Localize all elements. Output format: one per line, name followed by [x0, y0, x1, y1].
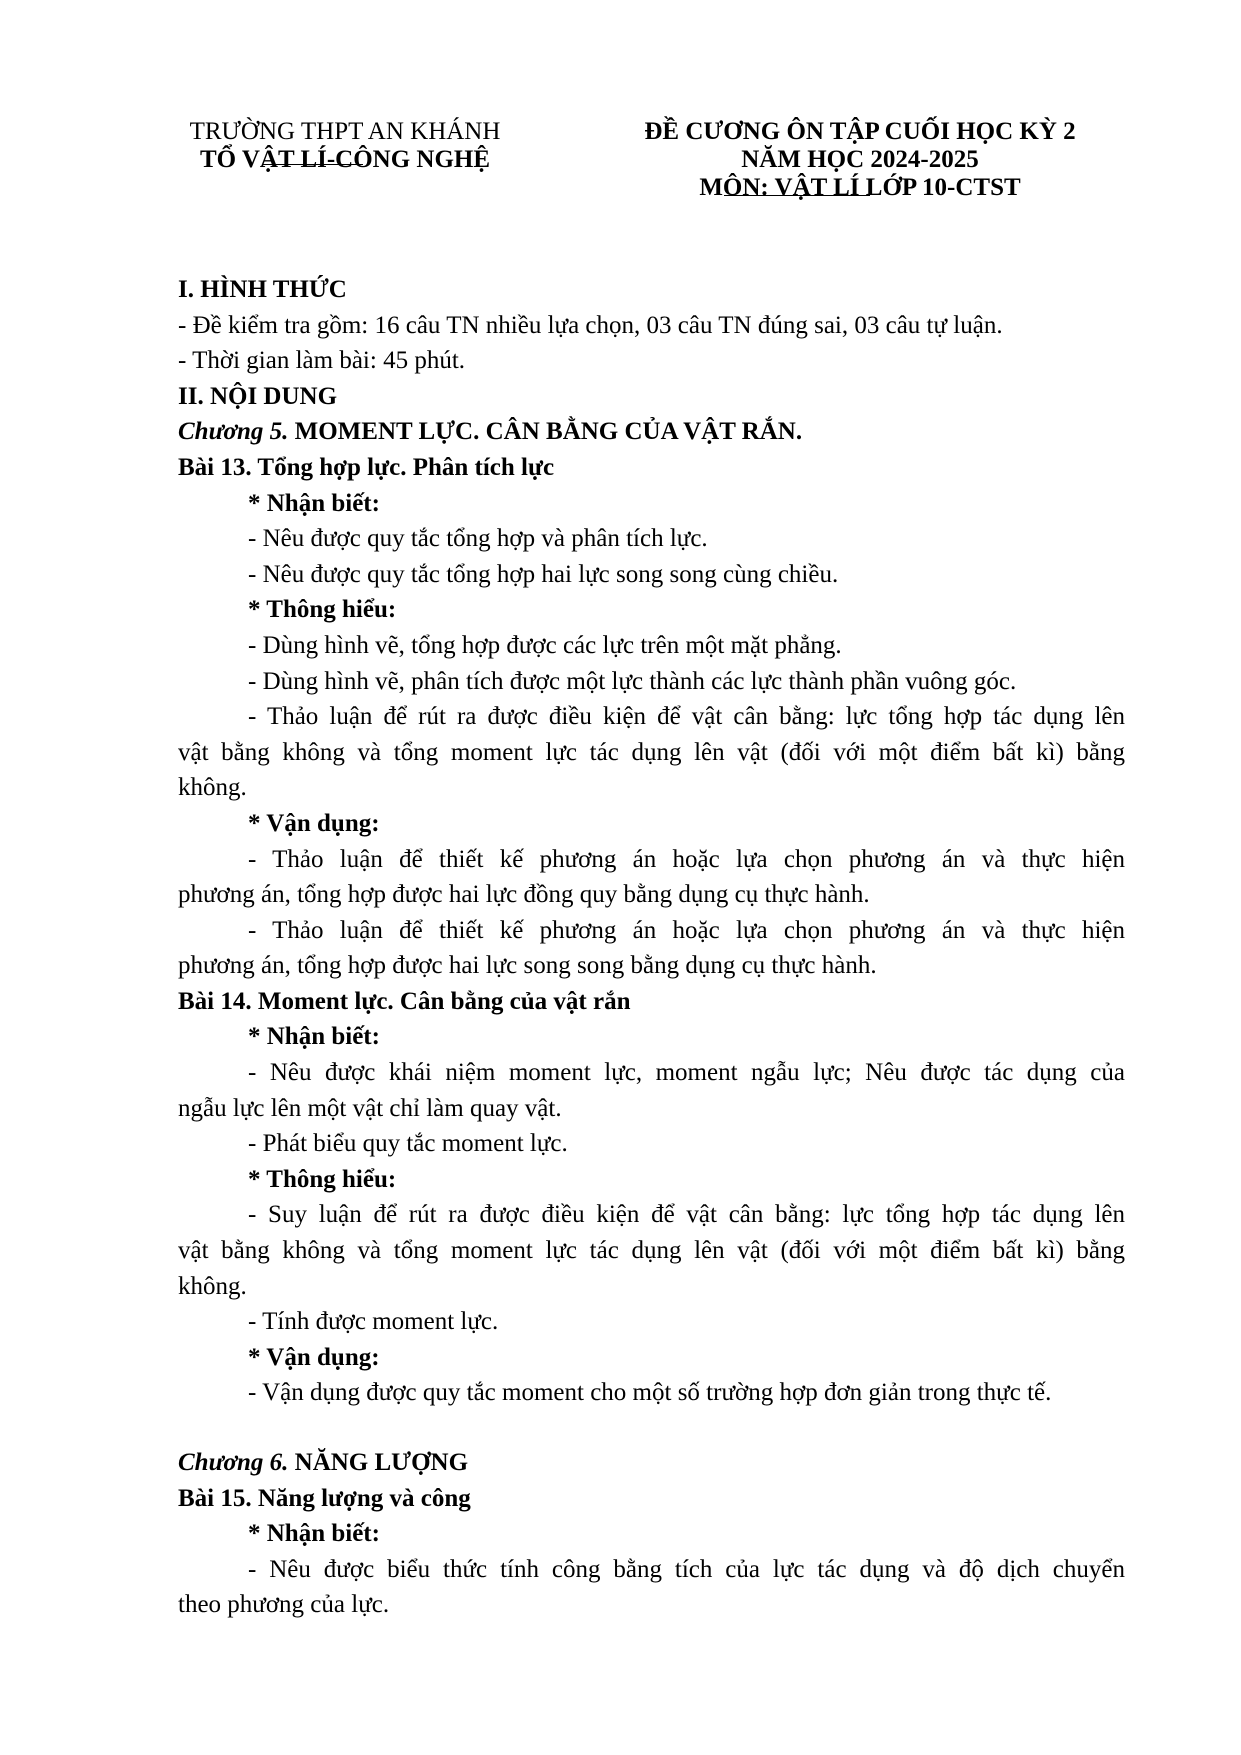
lesson-13-recognition-heading: * Nhận biết: [248, 489, 380, 517]
spacer [178, 1411, 1125, 1445]
lesson-13-understanding-item-cont: vật bằng không và tổng moment lực tác dụng lên vật (đối với một điểm bất kì) bằng [178, 738, 1125, 766]
lesson-14-recognition-item-cont: ngẫu lực lên một vật chỉ làm quay vật. [178, 1094, 562, 1122]
lesson-14-understanding-item: - Tính được moment lực. [248, 1308, 499, 1336]
lesson-14-recognition-item: - Nêu được khái niệm moment lực, moment ngẫu lực; Nêu được tác dụng của [248, 1059, 1125, 1087]
lesson-14-understanding-item-cont: vật bằng không và tổng moment lực tác dụng lên vật (đối với một điểm bất kì) bằng [178, 1237, 1125, 1265]
chapter-5-label: Chương 5. [178, 418, 289, 446]
lesson-13-application-heading: * Vận dụng: [248, 809, 380, 837]
lesson-14-recognition-heading: * Nhận biết: [248, 1023, 380, 1051]
chapter-6-label: Chương 6. [178, 1449, 289, 1476]
lesson-15-recognition-item-cont: theo phương của lực. [178, 1591, 390, 1619]
chapter-5-heading [178, 414, 1125, 450]
department-name: TỔ VẬT LÍ-CÔNG NGHỆ [199, 146, 491, 173]
format-item-time: - Thời gian làm bài: 45 phút. [178, 347, 466, 375]
section-title-content: II. NỘI DUNG [178, 382, 338, 410]
lesson-14-understanding-item-cont: không. [178, 1272, 247, 1300]
lesson-13-understanding-item: - Thảo luận để rút ra được điều kiện để vật cân bằng: lực tổng hợp tác dụng lên [248, 703, 1125, 731]
lesson-14-understanding-item: - Suy luận để rút ra được điều kiện để vật cân bằng: lực tổng hợp tác dụng lên [248, 1201, 1125, 1229]
lesson-15-recognition-item: - Nêu được biểu thức tính công bằng tích của lực tác dụng và độ dịch chuyển [248, 1555, 1125, 1583]
school-name: TRƯỜNG THPT AN KHÁNH [189, 118, 501, 145]
lesson-13-application-item-cont: phương án, tổng hợp được hai lực đồng quy bằng dụng cụ thực hành. [178, 881, 870, 909]
lesson-14-title: Bài 14. Moment lực. Cân bằng của vật rắn [178, 987, 631, 1015]
lesson-14-application-item: - Vận dụng được quy tắc moment cho một số trường hợp đơn giản trong thực tế. [248, 1379, 1052, 1407]
document-title: ĐỀ CƯƠNG ÔN TẬP CUỐI HỌC KỲ 2 [644, 118, 1076, 145]
lesson-14-application-heading: * Vận dụng: [248, 1343, 380, 1371]
subject-line: MÔN: VẬT LÍ LỚP 10-CTST [699, 174, 1021, 201]
lesson-14-understanding-heading: * Thông hiểu: [248, 1165, 397, 1193]
lesson-15-title: Bài 15. Năng lượng và công [178, 1484, 471, 1512]
chapter-6-heading [178, 1445, 1125, 1481]
subject-underline [724, 195, 870, 196]
lesson-13-application-item-cont: phương án, tổng hợp được hai lực song song bằng dụng cụ thực hành. [178, 952, 877, 980]
lesson-13-recognition-item: - Nêu được quy tắc tổng hợp hai lực song song cùng chiều. [248, 560, 839, 588]
format-item-questions: - Đề kiểm tra gồm: 16 câu TN nhiều lựa chọn, 03 câu TN đúng sai, 03 câu tự luận. [178, 311, 1003, 339]
lesson-13-application-item: - Thảo luận để thiết kế phương án hoặc lựa chọn phương án và thực hiện [248, 845, 1125, 873]
school-year: NĂM HỌC 2024-2025 [741, 146, 979, 173]
lesson-13-understanding-item: - Dùng hình vẽ, tổng hợp được các lực trên một mặt phẳng. [248, 631, 842, 659]
lesson-15-recognition-heading: * Nhận biết: [248, 1520, 380, 1548]
lesson-13-understanding-heading: * Thông hiểu: [248, 596, 397, 624]
lesson-13-recognition-item: - Nêu được quy tắc tổng hợp và phân tích lực. [248, 525, 708, 553]
lesson-13-understanding-item: - Dùng hình vẽ, phân tích được một lực thành các lực thành phần vuông góc. [248, 667, 1017, 695]
chapter-6-title: NĂNG LƯỢNG [288, 1449, 469, 1476]
lesson-14-recognition-item: - Phát biểu quy tắc moment lực. [248, 1130, 568, 1158]
document-body [178, 272, 1125, 1623]
lesson-13-understanding-item-cont: không. [178, 774, 247, 802]
chapter-5-title: MOMENT LỰC. CÂN BẰNG CỦA VẬT RẮN. [288, 418, 803, 446]
section-title-format: I. HÌNH THỨC [178, 276, 347, 303]
lesson-13-application-item: - Thảo luận để thiết kế phương án hoặc lựa chọn phương án và thực hiện [248, 916, 1125, 944]
department-underline [263, 164, 363, 165]
lesson-13-title: Bài 13. Tổng hợp lực. Phân tích lực [178, 453, 555, 481]
document-header [0, 116, 1241, 226]
